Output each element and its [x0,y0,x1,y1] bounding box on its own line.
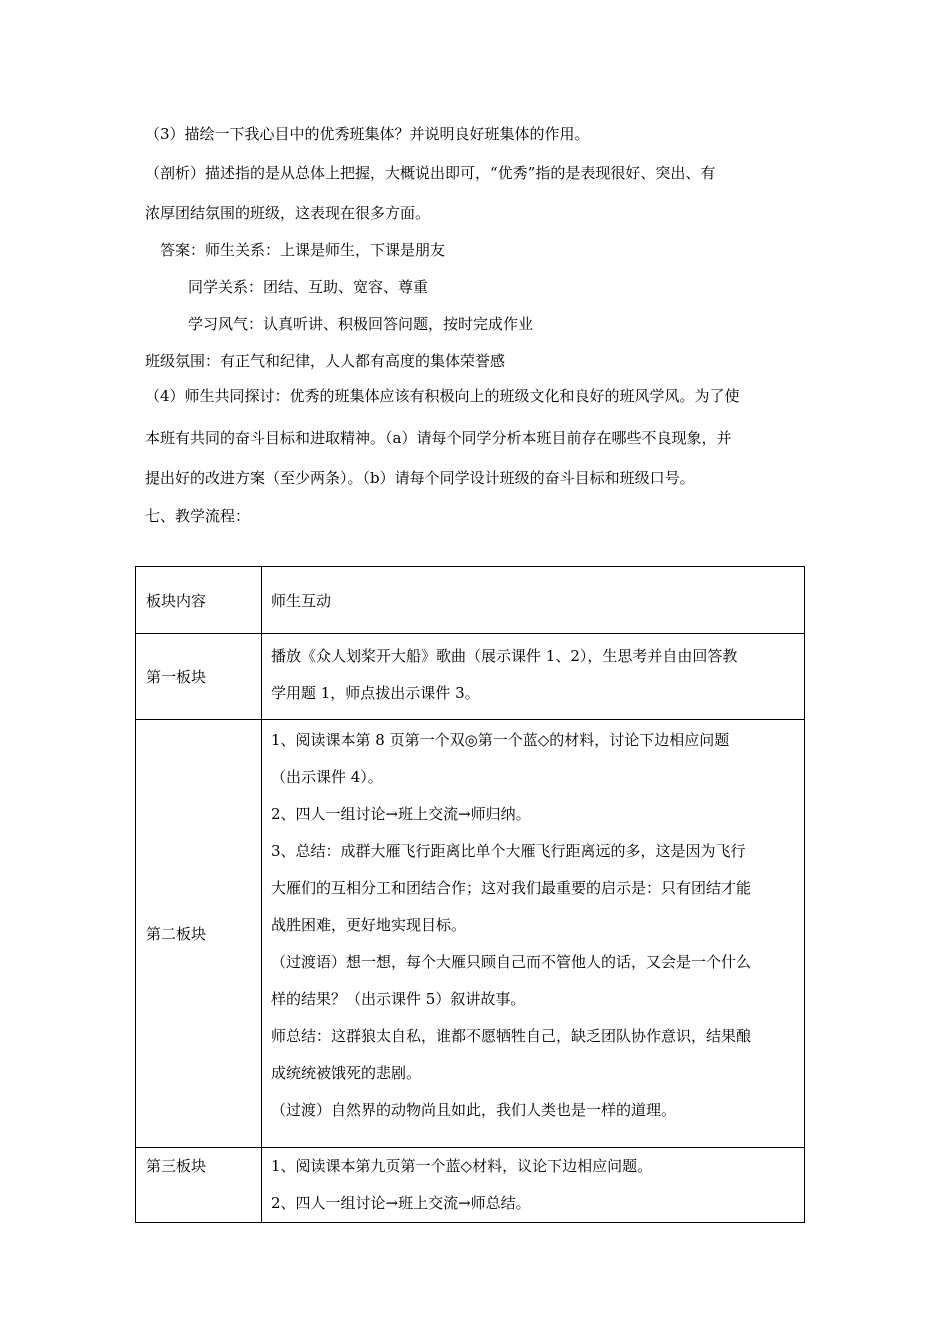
content-line: 播放《众人划桨开大船》歌曲（展示课件 1、2），生思考并自由回答教 [271,647,738,665]
content-line: 战胜困难，更好地实现目标。 [271,916,467,934]
answer-class-atmosphere: 班级氛围：有正气和纪律，人人都有高度的集体荣誉感 [145,352,506,370]
table-row [136,1148,805,1223]
content-line: 2、四人一组讨论→班上交流→师总结。 [271,1194,531,1212]
answer-teacher-student: 答案：师生关系：上课是师生，下课是朋友 [160,241,446,259]
question-4-line-3: 提出好的改进方案（至少两条）。（b）请每个同学设计班级的奋斗目标和班级口号。 [145,469,695,487]
table-row [136,634,805,720]
content-line: （过渡语）想一想，每个大雁只顾自己而不管他人的话，又会是一个什么 [271,953,752,971]
row-label: 第一板块 [136,634,262,720]
content-line: 样的结果？（出示课件 5）叙讲故事。 [271,990,526,1008]
table-row [136,720,805,1148]
content-line: 大雁们的互相分工和团结合作；这对我们最重要的启示是：只有团结才能 [271,879,752,897]
content-line: 1、阅读课本第九页第一个蓝◇材料，议论下边相应问题。 [271,1157,653,1175]
table-header-row [136,567,805,634]
row-content [262,720,805,1148]
header-interaction: 师生互动 [262,567,805,634]
content-line: 3、总结：成群大雁飞行距离比单个大雁飞行距离远的多，这是因为飞行 [271,842,746,860]
question-3: （3）描绘一下我心目中的优秀班集体？并说明良好班集体的作用。 [145,125,590,143]
section-7-heading: 七、教学流程： [145,507,251,525]
content-line: 成统统被饿死的悲剧。 [271,1064,422,1082]
content-line: （出示课件 4）。 [271,768,383,786]
analysis-line-1: （剖析）描述指的是从总体上把握，大概说出即可，“优秀”指的是表现很好、突出、有 [145,164,716,182]
row-label-text: 第三板块 [146,1157,207,1175]
question-4-line-1: （4）师生共同探讨：优秀的班集体应该有积极向上的班级文化和良好的班风学风。为了使 [145,387,740,405]
row-label: 第二板块 [136,720,262,1148]
answer-study-style: 学习风气：认真听讲、积极回答问题，按时完成作业 [188,315,534,333]
answer-classmates: 同学关系：团结、互助、宽容、尊重 [188,278,429,296]
row-content [262,1148,805,1223]
content-line: 2、四人一组讨论→班上交流→师归纳。 [271,805,531,823]
content-line: 1、阅读课本第 8 页第一个双◎第一个蓝◇的材料，讨论下边相应问题 [271,731,730,749]
question-4-line-2: 本班有共同的奋斗目标和进取精神。（a）请每个同学分析本班目前存在哪些不良现象，并 [145,429,732,447]
teaching-flow-table [135,566,805,1223]
content-line: 师总结：这群狼太自私，谁都不愿牺牲自己，缺乏团队协作意识，结果酿 [271,1027,752,1045]
row-label [136,1148,262,1223]
header-block-content: 板块内容 [136,567,262,634]
row-content [262,634,805,720]
content-line: 学用题 1，师点拔出示课件 3。 [271,684,480,702]
analysis-line-2: 浓厚团结氛围的班级，这表现在很多方面。 [145,204,431,222]
content-line: （过渡）自然界的动物尚且如此，我们人类也是一样的道理。 [271,1101,677,1119]
